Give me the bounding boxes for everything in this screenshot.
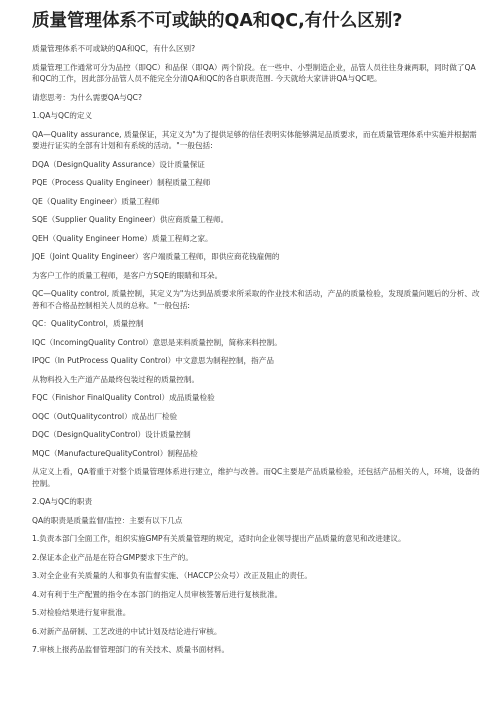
subtitle-paragraph: 质量管理体系不可或缺的QA和QC，有什么区别? bbox=[32, 44, 196, 53]
intro-paragraph: 质量管理工作通常可分为品控（即QC）和品保（即QA）两个阶段。在一些中、小型制造企业，品管人员往往身兼两职，同时做了QA和QC的工作，因此部分品管人员不能完全分清QA和QC的各自职责范围. 今天就给大家讲讲QA与QC吧。 bbox=[32, 62, 476, 83]
list-item: OQC（OutQualitycontrol）成品出厂检验 bbox=[32, 411, 178, 421]
list-item: QEH（Quality Engineer Home）质量工程师之家。 bbox=[32, 233, 213, 243]
list-item: QE（Quality Engineer）质量工程师 bbox=[32, 196, 160, 206]
list-item: FQC（Finishor FinalQuality Control）成品质量检验 bbox=[32, 393, 215, 402]
list-item: QC：QualityControl，质量控制 bbox=[32, 319, 144, 328]
qa-definition-paragraph: QA—Quality assurance, 质量保证，其定义为"为了提供足够的信任表明实体能够满足品质要求，而在质量管理体系中实施并根据需要进行证实的全部有计划和有系统的活动。"一般包括: bbox=[32, 129, 477, 150]
page-title: 质量管理体系不可或缺的QA和QC,有什么区别? bbox=[32, 11, 403, 31]
list-item: JQE（Joint Quality Engineer）客户端质量工程师，即供应商花钱雇佣的 bbox=[32, 252, 280, 261]
list-item: DQC（DesignQualityControl）设计质量控制 bbox=[32, 430, 191, 439]
section-heading: 1.QA与QC的定义 bbox=[32, 111, 93, 120]
list-item: PQE（Process Quality Engineer）制程质量工程师 bbox=[32, 178, 211, 187]
list-item: 2.保证本企业产品是在符合GMP要求下生产的。 bbox=[32, 552, 193, 562]
duties-intro-paragraph: QA的职责是质量监督/监控：主要有以下几点 bbox=[32, 515, 183, 525]
list-item: 3.对全企业有关质量的人和事负有监督实施、（HACCP公众号）改正及阻止的责任。 bbox=[32, 571, 312, 580]
comparison-paragraph: 从定义上看，QA着重于对整个质量管理体系进行建立，维护与改善。而QC主要是产品质量检验，还包括产品相关的人，环境，设备的控制。 bbox=[32, 467, 480, 488]
list-item: 5.对检验结果进行复审批准。 bbox=[32, 608, 131, 617]
list-item: 1.负责本部门全面工作，组织实施GMP有关质量管理的规定，适时向企业领导提出产品质量的意见和改进建议。 bbox=[32, 534, 406, 543]
list-item: 4.对有利于生产配置的指令在本部门的指定人员审核签署后进行复核批准。 bbox=[32, 589, 283, 599]
list-item: 6.对新产品研制、工艺改进的中试计划及结论进行审核。 bbox=[32, 626, 222, 636]
list-item: DQA（DesignQuality Assurance）设计质量保证 bbox=[32, 159, 205, 169]
qc-definition-paragraph: QC—Quality control, 质量控制，其定义为"为达到品质要求所采取的作业技术和活动，产品的质量检验，发现质量问题后的分析、改善和不合格品控制相关人员的总称。"一般包括: bbox=[32, 289, 480, 310]
list-item: IPQC（In PutProcess Quality Control）中文意思为制程控制，指产品 bbox=[32, 356, 274, 365]
list-item: IQC（IncomingQuality Control）意思是来料质量控制，简称来料控制。 bbox=[32, 337, 282, 347]
list-item: 为客户工作的质量工程师，是客户方SQE的眼睛和耳朵。 bbox=[32, 270, 223, 280]
list-item: MQC（ManufactureQualityControl）制程品检 bbox=[32, 448, 198, 458]
list-item: 从物料投入生产道产品最终包装过程的质量控制。 bbox=[32, 374, 200, 384]
list-item: 7.审核上报药品监督管理部门的有关技术、质量书面材料。 bbox=[32, 645, 230, 654]
list-item: SQE（Supplier Quality Engineer）供应商质量工程师。 bbox=[32, 215, 229, 224]
question-paragraph: 请您思考：为什么需要QA与QC? bbox=[32, 92, 143, 102]
section-heading: 2.QA与QC的职责 bbox=[32, 497, 93, 506]
